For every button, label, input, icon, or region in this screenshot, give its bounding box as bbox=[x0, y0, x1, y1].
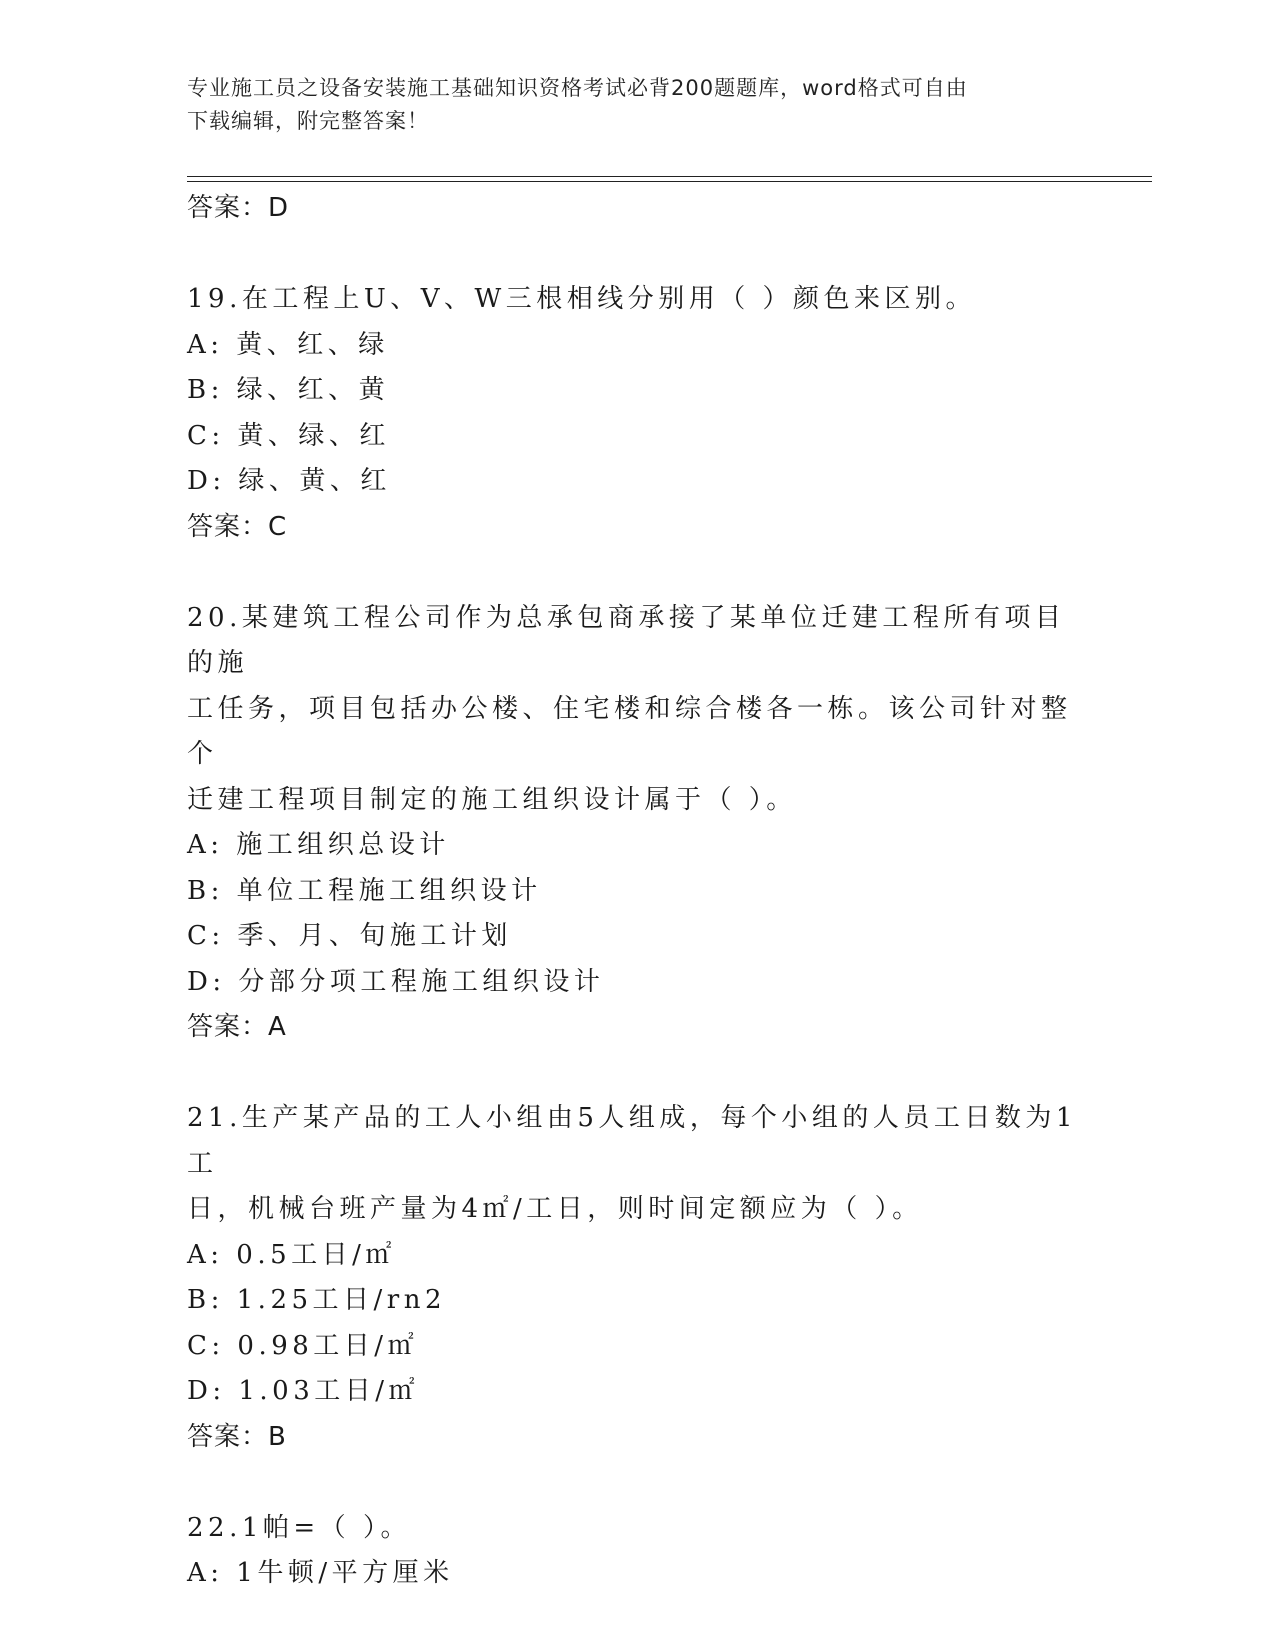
question-line: 21.生产某产品的工人小组由5人组成，每个小组的人员工日数为1工 bbox=[187, 1103, 1077, 1179]
header-line-1: 专业施工员之设备安装施工基础知识资格考试必背200题题库，word格式可自由 bbox=[187, 76, 968, 100]
option-d: D: 1.03工日/㎡ bbox=[187, 1376, 420, 1406]
question-22 bbox=[187, 1506, 1087, 1597]
answer-line: 答案：B bbox=[187, 1421, 287, 1452]
option-b: B: 1.25工日/rn2 bbox=[187, 1285, 446, 1315]
question-line: 迁建工程项目制定的施工组织设计属于（ ）。 bbox=[187, 784, 797, 815]
option-c: C: 黄、绿、红 bbox=[187, 420, 390, 451]
question-line: 日，机械台班产量为4㎡/工日，则时间定额应为（ ）。 bbox=[187, 1194, 923, 1224]
option-c: C: 0.98工日/㎡ bbox=[187, 1330, 419, 1361]
option-c: C: 季、月、旬施工计划 bbox=[187, 921, 512, 951]
question-text bbox=[187, 1506, 1087, 1552]
option-a: A: 施工组织总设计 bbox=[187, 830, 450, 860]
option-d: D: 分部分项工程施工组织设计 bbox=[187, 966, 605, 997]
answer-line: 答案：C bbox=[187, 511, 288, 542]
option-a: A: 黄、红、绿 bbox=[187, 329, 389, 360]
option-b: B: 绿、红、黄 bbox=[187, 375, 390, 405]
answer-line: 答案：D bbox=[187, 193, 290, 223]
question-line: 工任务，项目包括办公楼、住宅楼和综合楼各一栋。该公司针对整个 bbox=[187, 693, 1072, 769]
header-rule-top bbox=[187, 176, 1152, 177]
answer-line: 答案：A bbox=[187, 1012, 287, 1042]
option-b: B: 单位工程施工组织设计 bbox=[187, 875, 542, 906]
document-header bbox=[187, 72, 1087, 138]
question-line: 20.某建筑工程公司作为总承包商承接了某单位迁建工程所有项目的施 bbox=[187, 602, 1066, 678]
question-text bbox=[187, 277, 1087, 323]
option-a: A: 1牛顿/平方厘米 bbox=[187, 1558, 454, 1588]
question-text bbox=[187, 1096, 1087, 1233]
question-line: 19.在工程上U、V、W三根相线分别用（ ）颜色来区别。 bbox=[187, 284, 977, 314]
question-19 bbox=[187, 277, 1087, 550]
question-21 bbox=[187, 1096, 1087, 1460]
document-body bbox=[187, 186, 1087, 1597]
option-d: D: 绿、黄、红 bbox=[187, 466, 391, 496]
option-a: A: 0.5工日/㎡ bbox=[187, 1239, 396, 1270]
question-text bbox=[187, 596, 1087, 824]
header-line-2: 下载编辑，附完整答案！ bbox=[187, 109, 429, 133]
question-line: 22.1帕=（ ）。 bbox=[187, 1512, 411, 1543]
question-20 bbox=[187, 596, 1087, 1051]
header-rule-bottom bbox=[187, 181, 1152, 182]
